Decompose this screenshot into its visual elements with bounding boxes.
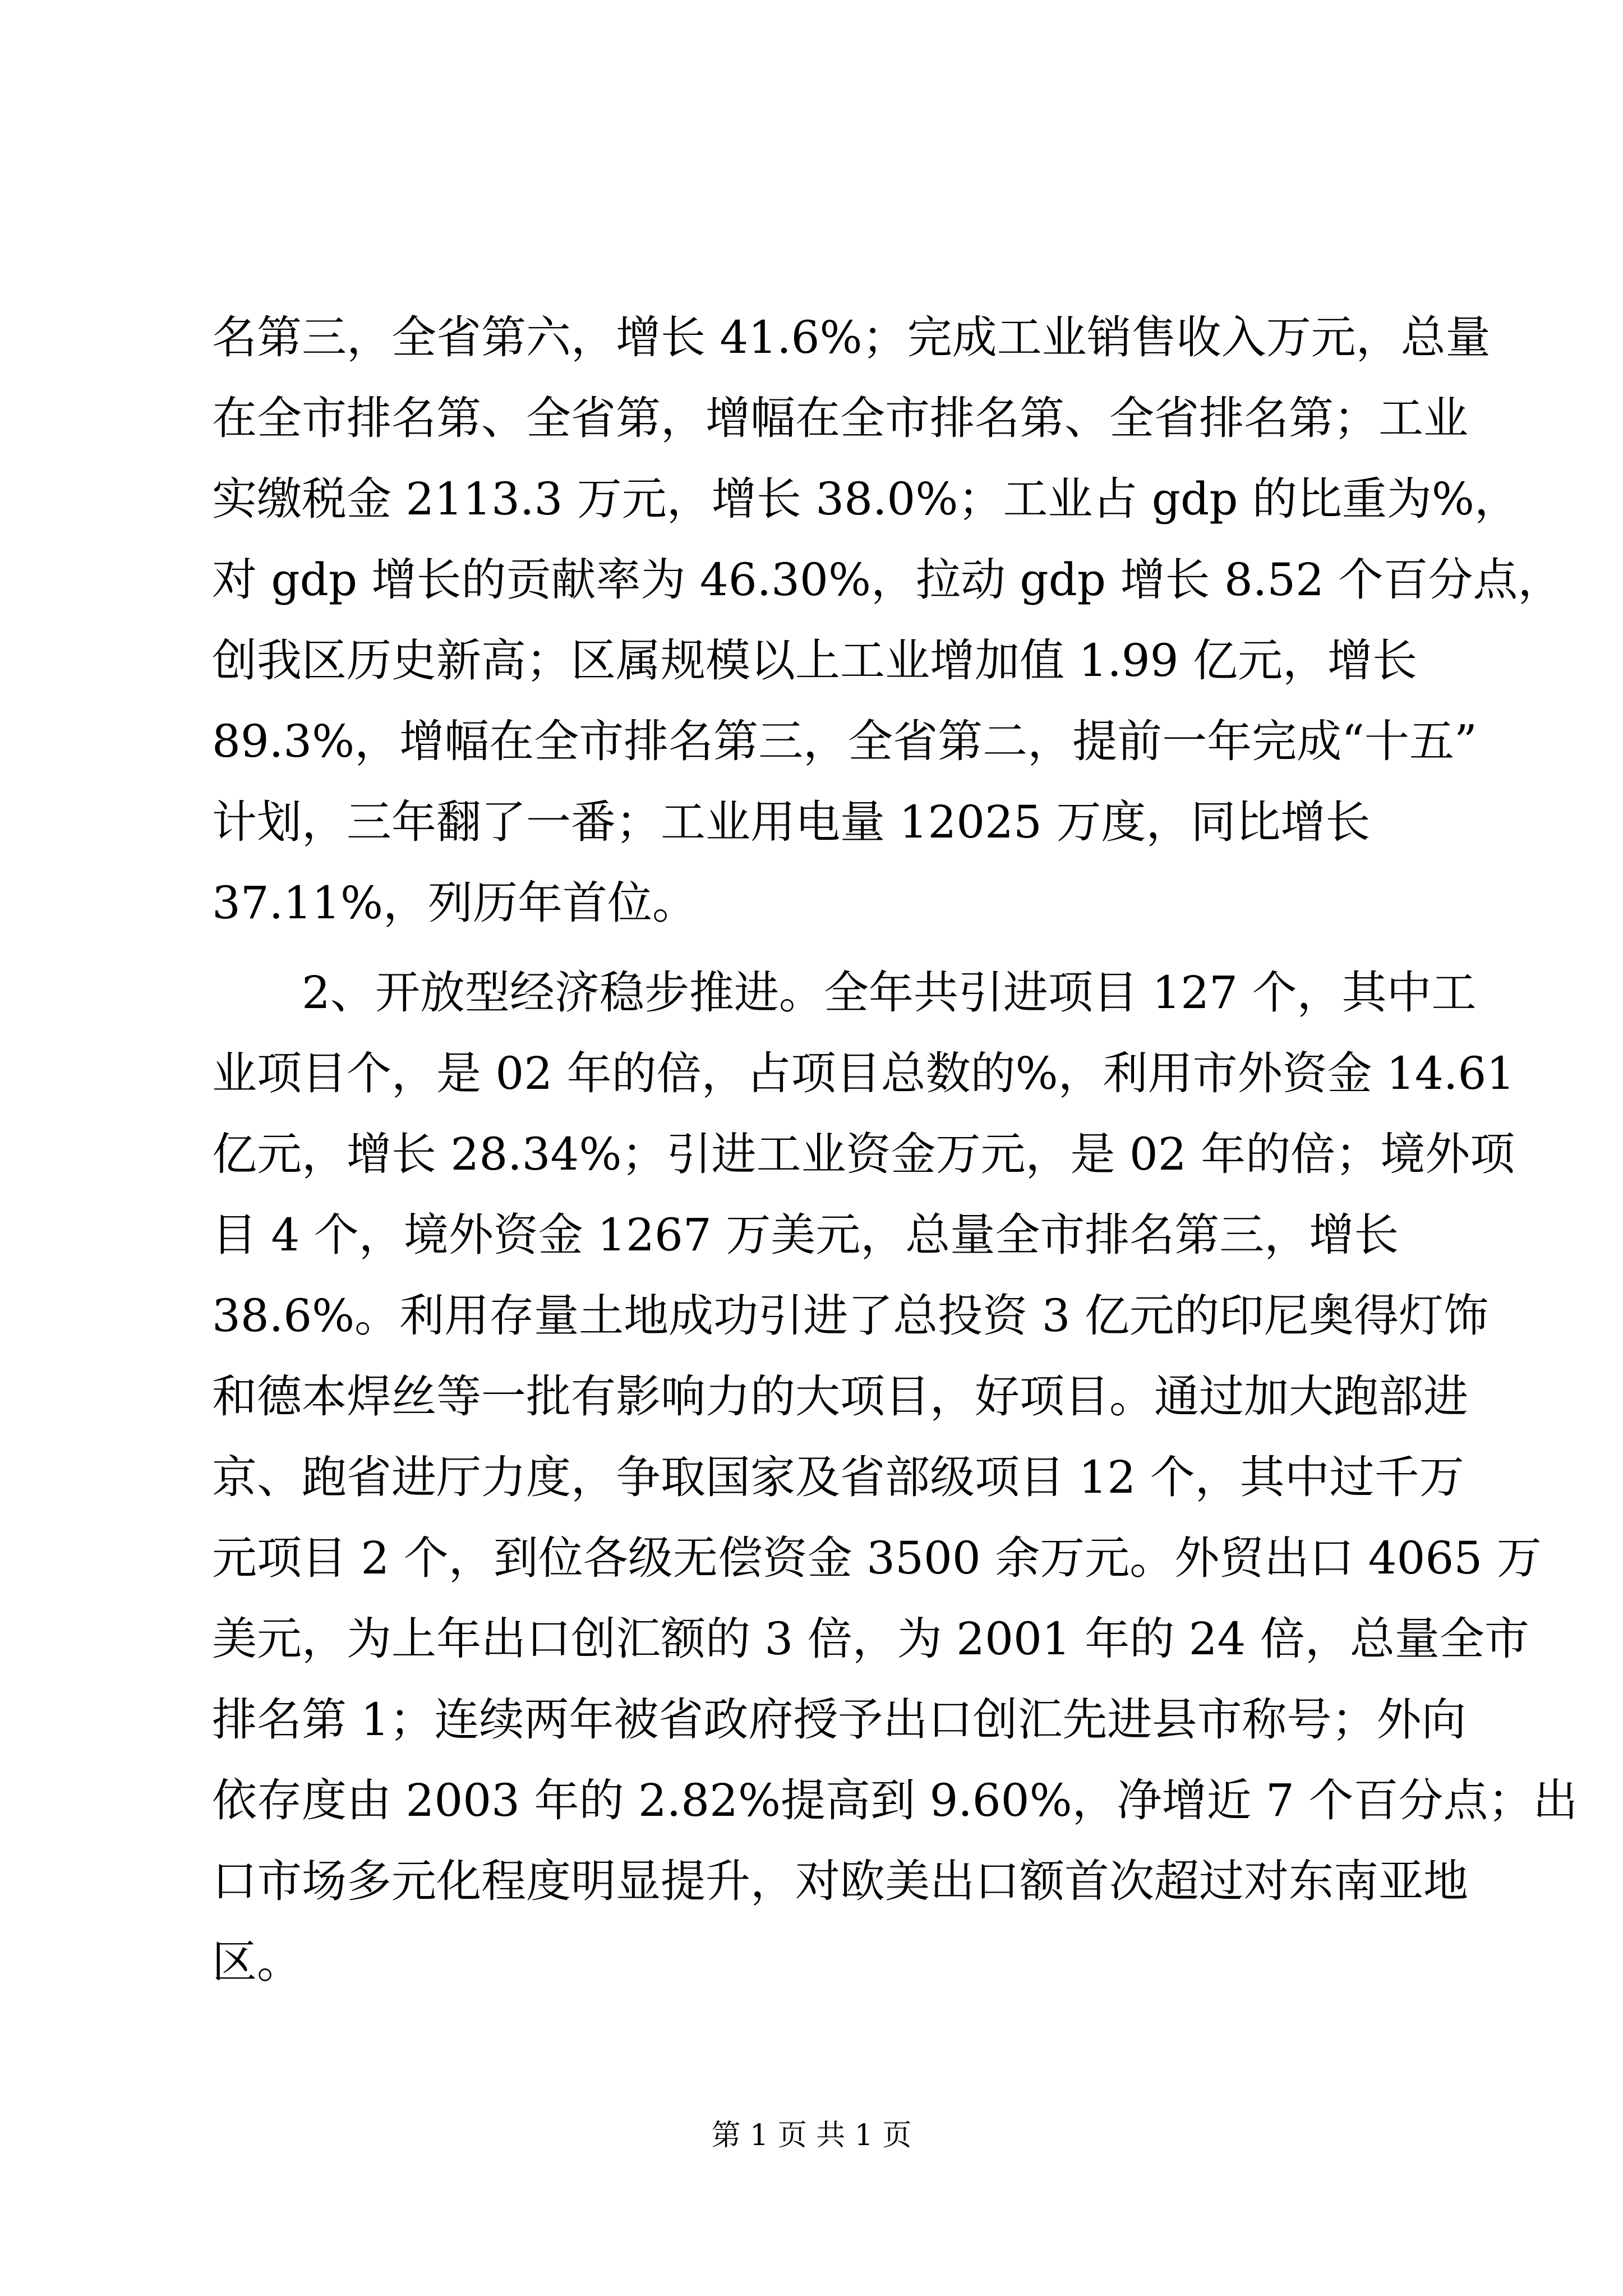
text-line: 亿元，增长 28.34%；引进工业资金万元，是 02 年的倍；境外项 xyxy=(212,1128,1515,1180)
text-line: 依存度由 2003 年的 2.82%提高到 9.60%，净增近 7 个百分点；出 xyxy=(212,1774,1578,1826)
paragraph-industry-summary xyxy=(212,297,1563,944)
text-line: 排名第 1；连续两年被省政府授予出口创汇先进县市称号；外向 xyxy=(212,1694,1467,1746)
text-line: 名第三，全省第六，增长 41.6%；完成工业销售收入万元，总量 xyxy=(212,311,1491,364)
text-line: 目 4 个，境外资金 1267 万美元，总量全市排名第三，增长 xyxy=(212,1209,1399,1261)
text-line: 实缴税金 2113.3 万元，增长 38.0%；工业占 gdp 的比重为%， xyxy=(212,473,1519,525)
text-line: 业项目个，是 02 年的倍，占项目总数的%，利用市外资金 14.61 xyxy=(212,1047,1515,1099)
text-line: 口市场多元化程度明显提升，对欧美出口额首次超过对东南亚地 xyxy=(212,1855,1468,1907)
paragraph-open-economy xyxy=(212,953,1578,2003)
text-line: 37.11%，列历年首位。 xyxy=(212,877,698,929)
text-line: 京、跑省进厅力度，争取国家及省部级项目 12 个，其中过千万 xyxy=(212,1451,1464,1503)
text-line: 计划，三年翻了一番；工业用电量 12025 万度，同比增长 xyxy=(212,796,1371,848)
text-line: 在全市排名第、全省第，增幅在全市排名第、全省排名第；工业 xyxy=(212,392,1468,444)
document-body xyxy=(212,297,1578,2003)
text-line: 创我区历史新高；区属规模以上工业增加值 1.99 亿元，增长 xyxy=(212,634,1417,687)
text-line: 和德本焊丝等一批有影响力的大项目，好项目。通过加大跑部进 xyxy=(212,1370,1468,1423)
page-footer: 第 1 页 共 1 页 xyxy=(711,2119,912,2152)
text-line: 元项目 2 个，到位各级无偿资金 3500 余万元。外贸出口 4065 万 xyxy=(212,1532,1542,1584)
text-line: 区。 xyxy=(212,1936,302,1988)
text-line: 89.3%，增幅在全市排名第三，全省第二，提前一年完成“十五” xyxy=(212,715,1477,767)
paragraph-spacer xyxy=(212,944,1412,953)
text-line: 38.6%。利用存量土地成功引进了总投资 3 亿元的印尼奥得灯饰 xyxy=(212,1290,1488,1342)
text-line: 美元，为上年出口创汇额的 3 倍，为 2001 年的 24 倍，总量全市 xyxy=(212,1613,1529,1665)
text-line: 对 gdp 增长的贡献率为 46.30%，拉动 gdp 增长 8.52 个百分点， xyxy=(212,554,1563,606)
text-line: 2、开放型经济稳步推进。全年共引进项目 127 个，其中工 xyxy=(212,967,1477,1019)
